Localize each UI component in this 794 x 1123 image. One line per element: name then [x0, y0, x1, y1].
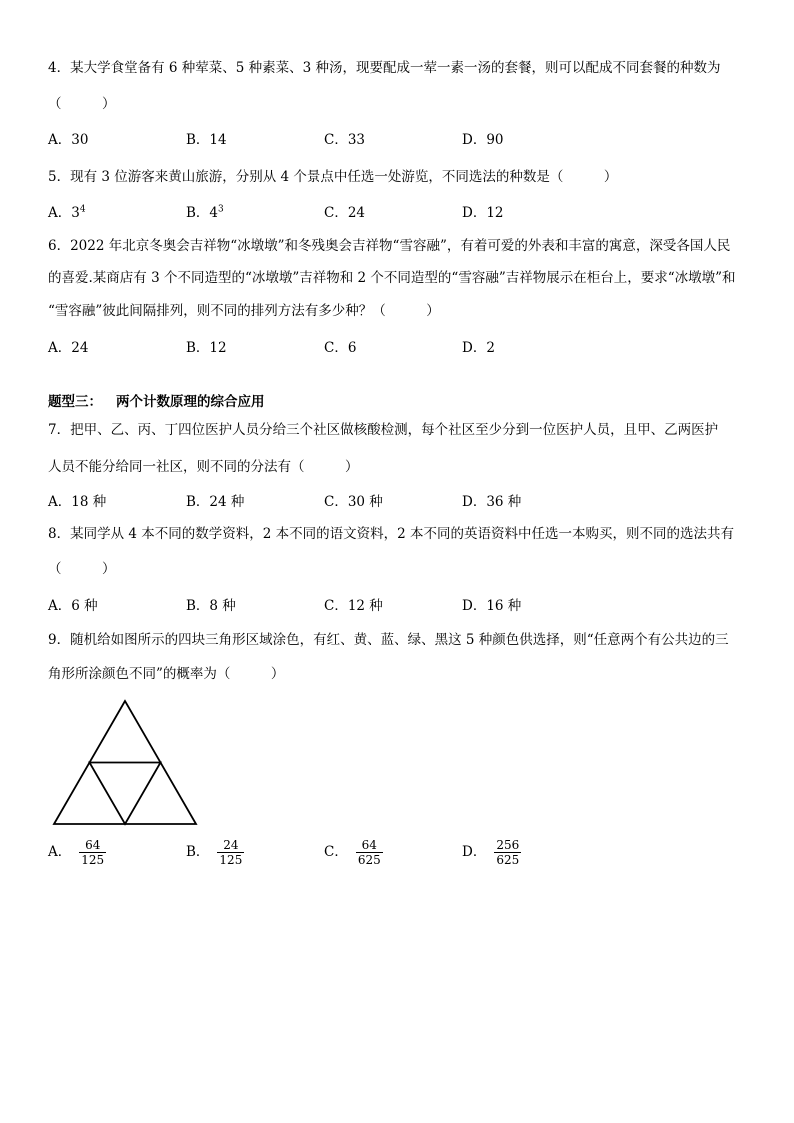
q9-option-b-fraction	[217, 838, 244, 867]
q6-stem-line1: 6．2022 年北京冬奥会吉祥物“冰墩墩”和冬残奥会吉祥物“雪容融”，有着可爱的外表和丰富的寓意，深受各国人民	[48, 238, 731, 254]
q9-stem-line1: 9．随机给如图所示的四块三角形区域涂色，有红、黄、蓝、绿、黑这 5 种颜色供选择，则“任意两个有公共边的三	[48, 632, 729, 648]
q7-option-d: D．36 种	[462, 494, 522, 510]
q4-stem-line2: （ ）	[48, 96, 116, 112]
q9-option-c-fraction	[356, 838, 383, 867]
q6-stem-line3: “雪容融”彼此间隔排列，则不同的排列方法有多少种？（ ）	[48, 303, 440, 319]
q5-option-b-exp: 3	[218, 204, 224, 215]
q9-option-c-num: 64	[361, 838, 377, 852]
q5-option-a-base: A．3	[48, 205, 80, 221]
q9-option-d-letter: D．	[462, 844, 487, 860]
q7-stem-line2: 人员不能分给同一社区，则不同的分法有（ ）	[48, 459, 359, 475]
q7-option-a: A．18 种	[48, 494, 107, 510]
q5-stem-line1: 5．现有 3 位游客来黄山旅游，分别从 4 个景点中任选一处游览，不同选法的种数是（ ）	[48, 169, 618, 185]
q6-option-c: C．6	[324, 340, 357, 356]
q4-stem-line1: 4．某大学食堂备有 6 种荤菜、5 种素菜、3 种汤，现要配成一荤一素一汤的套餐，则可以配成不同套餐的种数为	[48, 60, 721, 76]
q4-option-b: B．14	[186, 132, 227, 148]
q5-option-d: D．12	[462, 205, 504, 221]
q6-stem-line2: 的喜爱.某商店有 3 个不同造型的“冰墩墩”吉祥物和 2 个不同造型的“雪容融”吉祥物展示在柜台上，要求“冰墩墩”和	[48, 270, 736, 286]
q9-option-d-num: 256	[496, 838, 520, 852]
q6-option-d: D．2	[462, 340, 495, 356]
q9-option-b-num: 24	[223, 838, 239, 852]
q4-option-a: A．30	[48, 132, 89, 148]
q8-option-c: C．12 种	[324, 598, 383, 614]
inner-triangle	[90, 763, 161, 825]
q9-option-b	[186, 838, 244, 867]
q4-option-c: C．33	[324, 132, 366, 148]
q9-option-c	[324, 838, 383, 867]
section-heading	[48, 390, 265, 410]
q9-option-a-letter: A．	[48, 844, 72, 860]
q9-option-c-letter: C．	[324, 844, 348, 860]
q9-option-b-den: 125	[219, 853, 243, 867]
q4-option-d: D．90	[462, 132, 504, 148]
q9-option-a-den: 125	[81, 853, 105, 867]
q9-option-c-den: 625	[357, 853, 381, 867]
q9-option-a	[48, 838, 106, 867]
q8-option-b: B．8 种	[186, 598, 236, 614]
q9-option-a-fraction	[79, 838, 106, 867]
q9-option-d-fraction	[494, 838, 521, 867]
q7-stem-line1: 7．把甲、乙、丙、丁四位医护人员分给三个社区做核酸检测，每个社区至少分到一位医护人员，且甲、乙两医护	[48, 422, 719, 438]
q9-stem-line2: 角形所涂颜色不同”的概率为（ ）	[48, 666, 285, 682]
q7-option-b: B．24 种	[186, 494, 245, 510]
q5-option-b	[186, 201, 224, 221]
q8-option-d: D．16 种	[462, 598, 522, 614]
section-label: 题型三：	[48, 394, 102, 410]
q9-option-a-num: 64	[85, 838, 101, 852]
q5-option-c: C．24	[324, 205, 366, 221]
q9-option-d	[462, 838, 521, 867]
q5-option-a	[48, 201, 86, 221]
section-title: 两个计数原理的综合应用	[116, 394, 265, 410]
q9-option-d-den: 625	[496, 853, 520, 867]
q5-option-a-exp: 4	[79, 204, 86, 215]
q6-option-b: B．12	[186, 340, 227, 356]
q8-stem-line2: （ ）	[48, 561, 116, 577]
q5-option-b-base: B．4	[186, 205, 219, 221]
q9-option-b-letter: B．	[186, 844, 210, 860]
q8-option-a: A．6 种	[48, 598, 98, 614]
q7-option-c: C．30 种	[324, 494, 383, 510]
triangle-figure	[50, 698, 200, 828]
q8-stem-line1: 8．某同学从 4 本不同的数学资料，2 本不同的语文资料，2 本不同的英语资料中任选一本购买，则不同的选法共有	[48, 526, 735, 542]
q6-option-a: A．24	[48, 340, 89, 356]
